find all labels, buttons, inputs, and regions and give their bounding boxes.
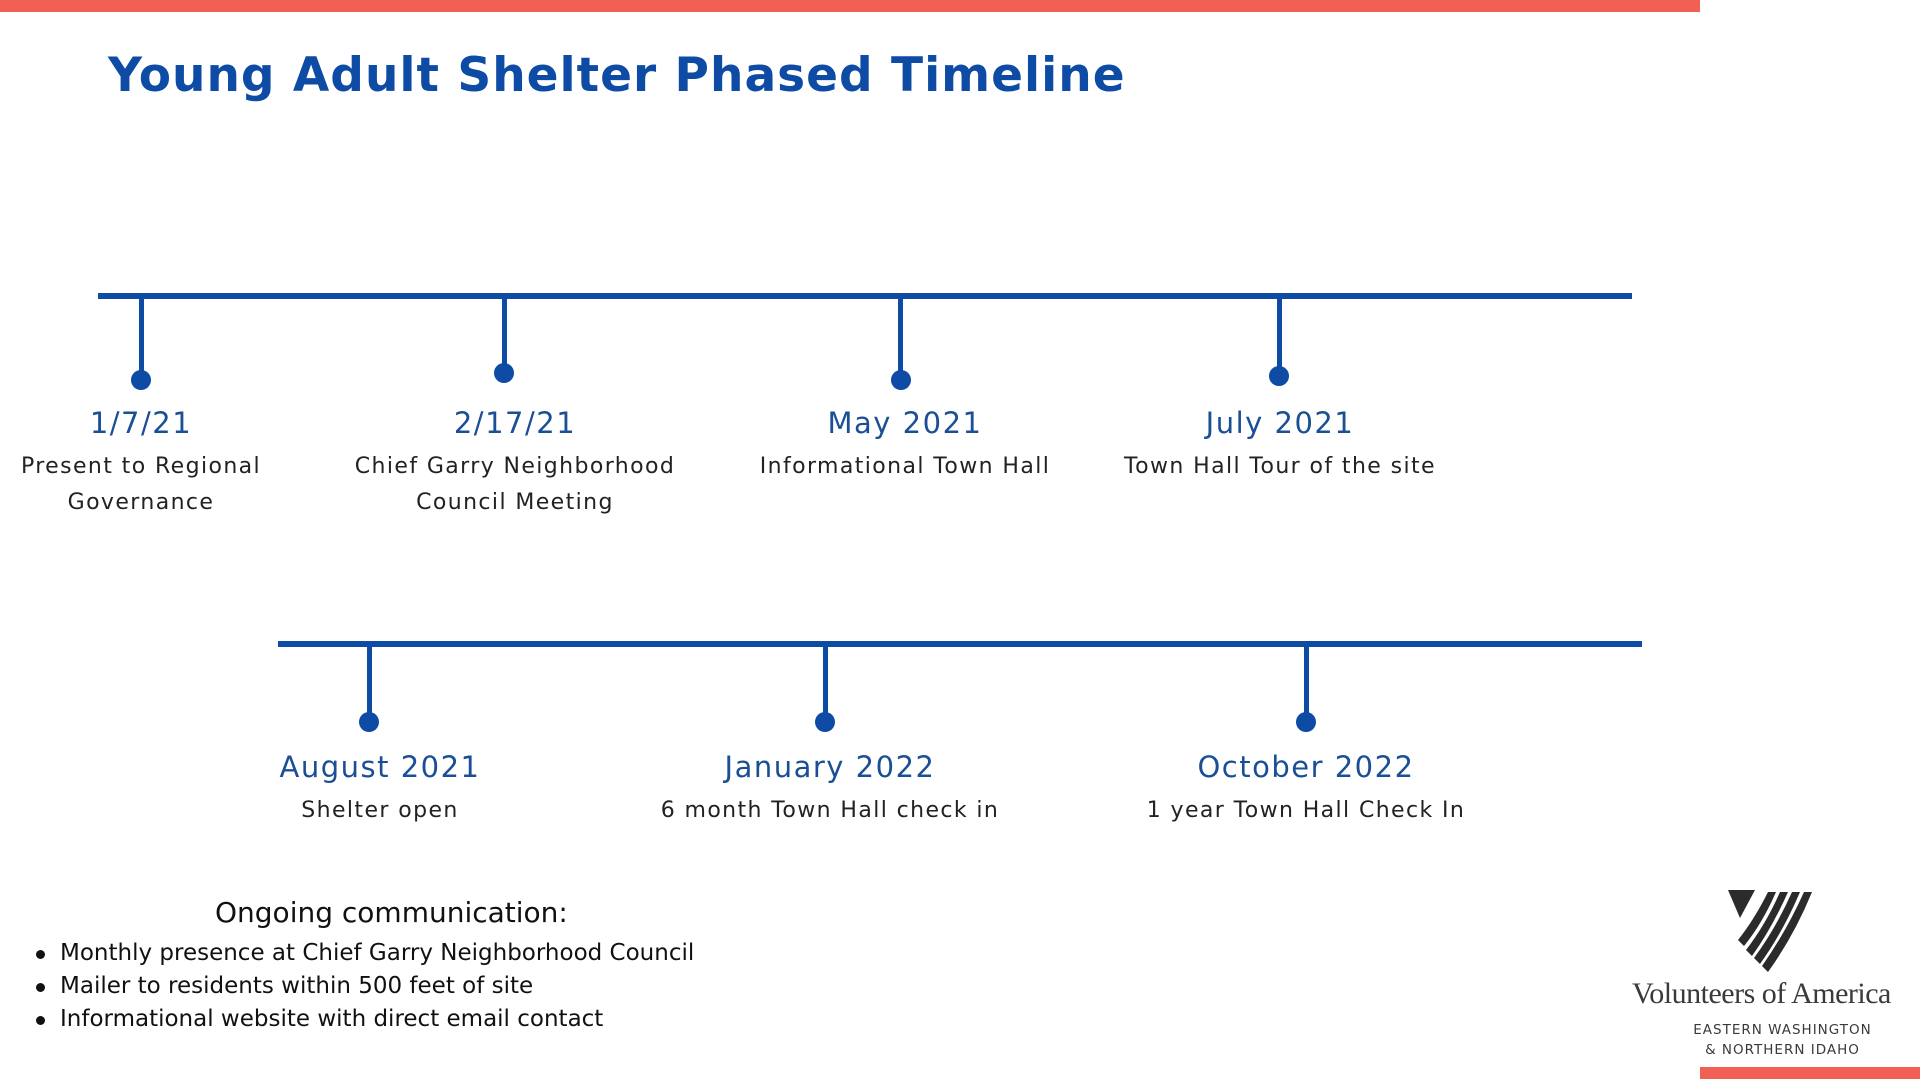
milestone-date: October 2022 — [1197, 750, 1415, 784]
ongoing-heading: Ongoing communication: — [215, 896, 568, 929]
timeline-marker — [359, 712, 379, 732]
milestone-7 — [1106, 747, 1506, 829]
list-item-text: Informational website with direct email contact — [60, 1006, 604, 1032]
timeline-stem — [139, 296, 144, 376]
bullet-icon — [36, 983, 45, 992]
milestone-description: Chief Garry Neighborhood Council Meeting — [354, 454, 676, 515]
milestone-description: Present to Regional Governance — [20, 454, 262, 515]
milestone-6 — [630, 747, 1030, 829]
ongoing-list — [30, 937, 694, 1036]
list-item — [30, 1003, 694, 1036]
milestone-description: 1 year Town Hall Check In — [1146, 798, 1466, 823]
milestone-date: May 2021 — [827, 406, 983, 440]
milestone-description: Shelter open — [301, 798, 459, 823]
milestone-4 — [1100, 403, 1460, 485]
timeline-marker — [891, 370, 911, 390]
logo-region-line-2: & NORTHERN IDAHO — [1705, 1042, 1860, 1055]
timeline-marker — [1296, 712, 1316, 732]
milestone-date: January 2022 — [724, 750, 936, 784]
logo-name: Volunteers of America — [1632, 977, 1891, 1010]
timeline-stem — [367, 644, 372, 716]
page-title: Young Adult Shelter Phased Timeline — [108, 48, 1126, 103]
milestone-date: July 2021 — [1205, 406, 1355, 440]
milestone-5 — [230, 747, 530, 829]
milestone-1 — [0, 403, 282, 521]
timeline-line-2 — [278, 641, 1642, 647]
list-item-text: Mailer to residents within 500 feet of site — [60, 973, 534, 999]
timeline-stem — [823, 644, 828, 716]
timeline-stem — [502, 296, 507, 370]
milestone-3 — [720, 403, 1090, 485]
timeline-marker — [1269, 366, 1289, 386]
milestone-date: 2/17/21 — [453, 406, 577, 440]
milestone-date: 1/7/21 — [89, 406, 193, 440]
timeline-stem — [898, 296, 903, 376]
logo-region-line-1: EASTERN WASHINGTON — [1693, 1022, 1872, 1038]
bullet-icon — [36, 950, 45, 959]
list-item — [30, 937, 694, 970]
timeline-marker — [494, 363, 514, 383]
list-item-text: Monthly presence at Chief Garry Neighborhood Council — [60, 940, 695, 966]
volunteers-of-america-logo — [1620, 880, 1920, 1055]
timeline-marker — [131, 370, 151, 390]
timeline-stem — [1304, 644, 1309, 716]
bottom-accent-bar — [1700, 1067, 1920, 1079]
timeline-marker — [815, 712, 835, 732]
timeline-line-1 — [98, 293, 1632, 299]
milestone-2 — [340, 403, 690, 521]
voa-mark-icon — [1620, 880, 1920, 980]
timeline-stem — [1277, 296, 1282, 372]
list-item — [30, 970, 694, 1003]
top-accent-bar — [0, 0, 1700, 12]
milestone-description: 6 month Town Hall check in — [660, 798, 1000, 823]
milestone-description: Town Hall Tour of the site — [1124, 454, 1436, 479]
milestone-date: August 2021 — [279, 750, 481, 784]
milestone-description: Informational Town Hall — [759, 454, 1051, 479]
bullet-icon — [36, 1016, 45, 1025]
